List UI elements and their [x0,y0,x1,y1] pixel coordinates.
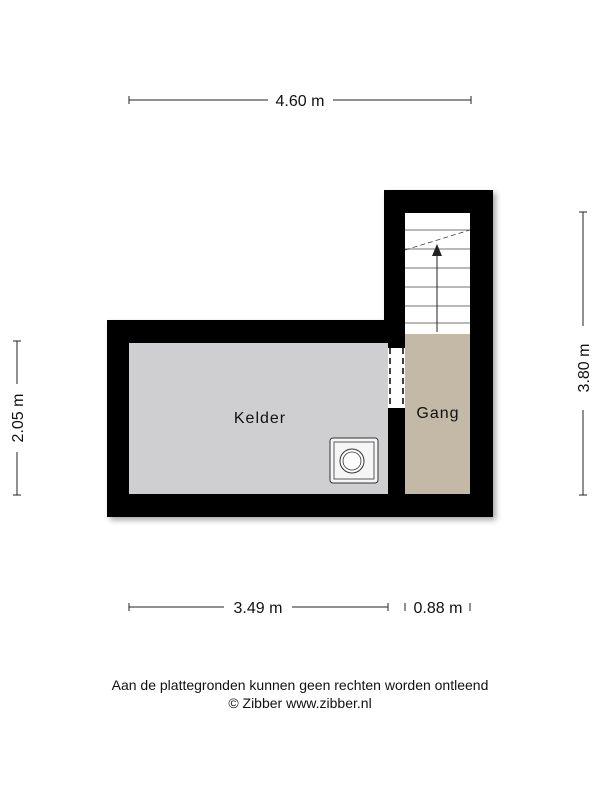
dimension-right [576,212,593,495]
dimension-top [129,93,471,110]
dimension-top-label: 4.60 m [275,93,325,110]
dimension-bottom-left-label: 3.49 m [233,600,283,617]
dimension-right-label: 3.80 m [576,343,593,393]
doorway [388,348,405,408]
dimension-left [10,341,27,495]
room-kelder-label: Kelder [233,410,287,427]
dimension-bottom-right-label: 0.88 m [413,600,463,617]
dimension-left-label: 2.05 m [10,393,27,443]
washing-machine-icon [330,438,378,483]
footer-disclaimer: Aan de plattegronden kunnen geen rechten worden ontleend [111,677,489,693]
room-gang-label: Gang [416,405,460,422]
footer-copyright: © Zibber www.zibber.nl [228,695,372,711]
dimension-bottom-left [129,600,388,617]
dimension-bottom-right [405,600,470,617]
staircase-icon [405,213,470,334]
footer [0,676,600,712]
